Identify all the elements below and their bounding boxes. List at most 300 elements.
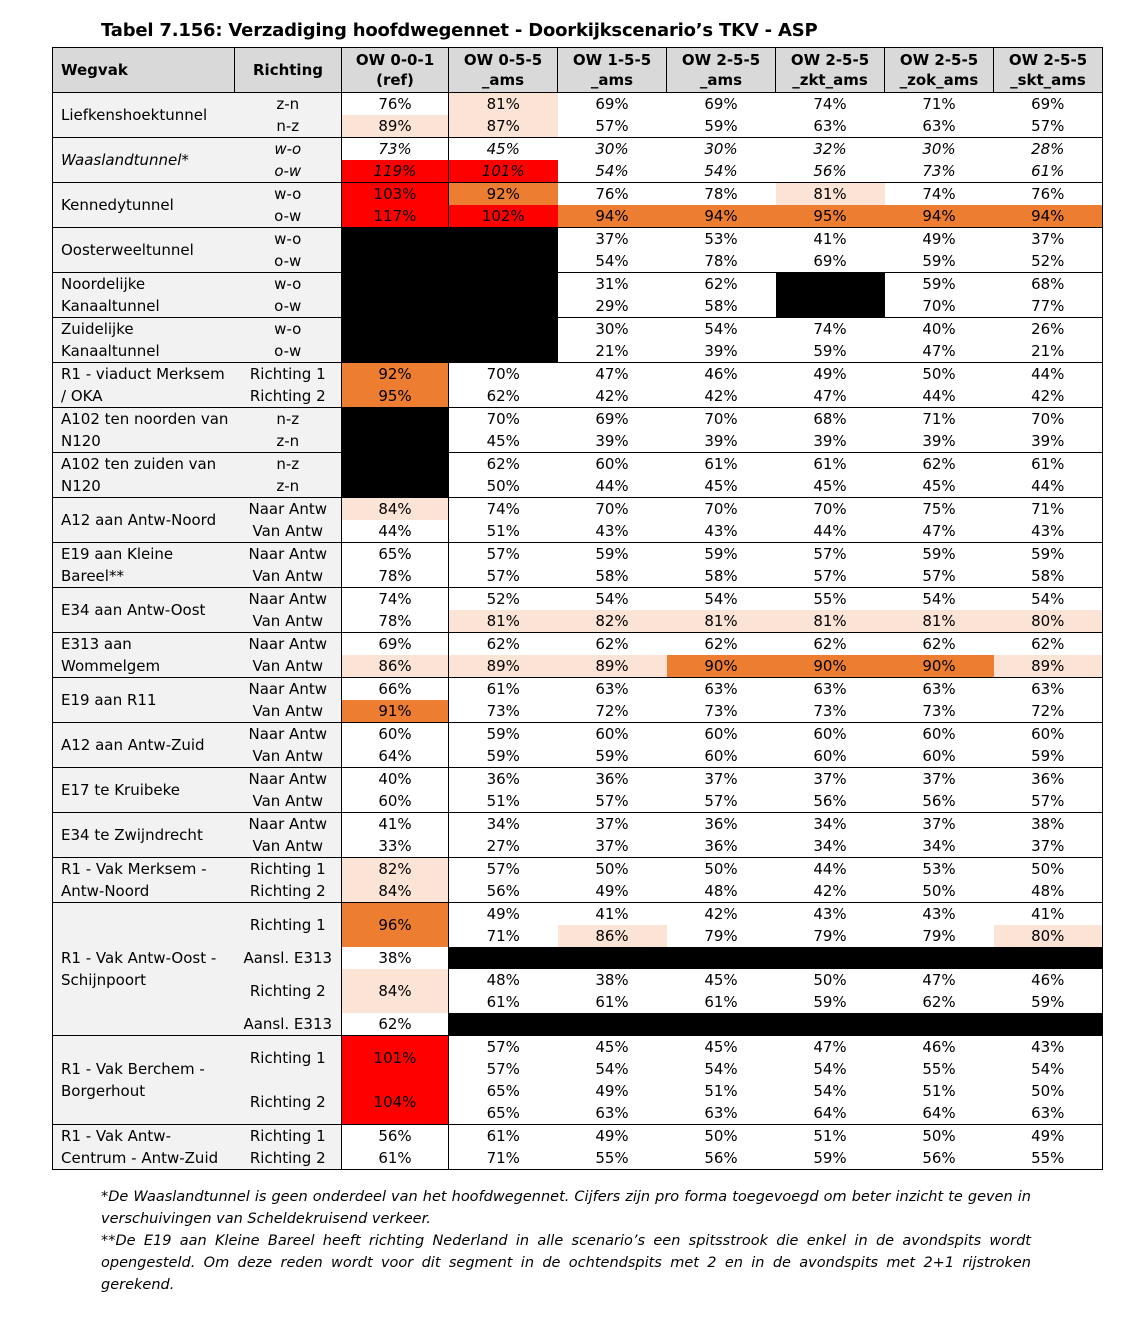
value-cell: 62% [922,993,956,1011]
value-cell: 59% [704,117,738,135]
value-cell: 71% [449,1147,558,1170]
richting-cell: o-w [235,250,342,273]
value-cell: 81% [885,610,994,633]
column-header-line: Richting [253,61,323,79]
value-cell: 103% [342,183,449,206]
value-cell: 38% [342,947,449,969]
value-cell: 47% [813,387,847,405]
value-cell: 64% [342,745,449,768]
value-cell: 37% [558,228,667,251]
value-cell: 94% [558,205,667,228]
richting-cell: Van Antw [235,520,342,543]
value-cell: 39% [595,432,629,450]
value-cell [449,318,558,341]
column-header-line: OW 2-5-5 [681,51,761,69]
value-cell: 73% [342,138,449,161]
value-cell: 54% [667,318,776,341]
value-cell: 69% [558,93,667,116]
value-cell: 29% [595,297,629,315]
richting-cell: o-w [235,205,342,228]
value-cell: 50% [994,858,1103,881]
value-cell: 42% [667,903,776,926]
value-cell: 63% [885,678,994,701]
value-cell: 59% [885,543,994,566]
value-cell: 48% [994,880,1103,903]
value-cell: 70% [994,408,1103,431]
value-cell: 57% [486,567,520,585]
value-cell: 89% [449,655,558,678]
value-cell: 76% [994,183,1103,206]
richting-cell: Van Antw [235,700,342,723]
richting-cell: Richting 1 [235,1125,342,1148]
value-cell [342,430,449,453]
value-cell: 56% [885,1147,994,1170]
table-row [53,1036,1103,1059]
value-cell: 43% [885,903,994,926]
value-cell: 53% [885,858,994,881]
value-cell: 62% [994,633,1103,656]
value-cell [342,318,449,341]
value-cell: 45% [558,1036,667,1059]
value-cell: 84% [342,498,449,521]
richting-cell: n-z [235,115,342,138]
value-cell [342,408,449,431]
value-cell: 78% [704,252,738,270]
table-row [53,588,1103,611]
value-cell: 42% [704,387,738,405]
value-cell: 44% [922,387,956,405]
value-cell: 50% [667,858,776,881]
wegvak-cell: E34 te Zwijndrecht [53,813,235,858]
value-cell: 34% [449,813,558,836]
value-cell: 72% [595,702,629,720]
value-cell: 61% [342,1147,449,1170]
value-cell: 54% [558,588,667,611]
column-header-line: _ams [699,71,743,89]
value-cell: 63% [704,1104,738,1122]
value-cell: 62% [885,453,994,476]
value-cell: 86% [558,925,667,947]
wegvak-cell: Noordelijke Kanaaltunnel [53,273,235,318]
table-row [53,543,1103,566]
value-cell: 41% [776,228,885,251]
value-cell: 70% [449,363,558,386]
value-cell: 45% [922,477,956,495]
richting-cell: Van Antw [235,745,342,768]
value-cell: 63% [922,117,956,135]
value-cell [449,1013,558,1036]
value-cell: 49% [558,1125,667,1148]
value-cell [449,340,558,363]
value-cell: 81% [776,610,885,633]
value-cell: 50% [813,971,847,989]
value-cell: 58% [704,297,738,315]
value-cell: 61% [449,1125,558,1148]
column-header [667,48,776,93]
richting-cell: Aansl. E313 [235,1013,342,1036]
value-cell: 64% [813,1104,847,1122]
table-row [53,768,1103,791]
value-cell: 66% [342,678,449,701]
value-cell: 86% [342,655,449,678]
column-header-line: OW 2-5-5 [899,51,979,69]
wegvak-cell: A102 ten noorden van N120 [53,408,235,453]
value-cell [342,340,449,363]
value-cell: 47% [776,1036,885,1059]
value-cell: 49% [994,1125,1103,1148]
value-cell: 61% [994,453,1103,476]
value-cell: 56% [667,1147,776,1170]
value-cell: 90% [776,655,885,678]
value-cell: 51% [486,522,520,540]
value-cell: 37% [885,768,994,791]
value-cell: 41% [558,903,667,926]
richting-cell: Van Antw [235,610,342,633]
column-header [885,48,994,93]
value-cell: 79% [922,927,956,945]
value-cell: 57% [776,543,885,566]
value-cell: 60% [885,723,994,746]
richting-cell: Naar Antw [235,633,342,656]
value-cell: 92% [342,363,449,386]
column-header-line: OW 0-0-1 [355,51,435,69]
wegvak-cell: A12 aan Antw-Noord [53,498,235,543]
value-cell: 73% [704,702,738,720]
value-cell: 44% [595,477,629,495]
value-cell: 49% [885,228,994,251]
table-row [53,183,1103,206]
value-cell: 46% [994,969,1103,991]
richting-cell: o-w [235,295,342,318]
value-cell: 70% [922,297,956,315]
value-cell: 54% [704,162,738,180]
value-cell: 81% [449,610,558,633]
value-cell: 37% [558,813,667,836]
table-row [53,228,1103,251]
value-cell: 82% [558,610,667,633]
table-row [53,723,1103,746]
value-cell: 64% [922,1104,956,1122]
value-cell: 57% [595,117,629,135]
value-cell [667,1013,776,1036]
value-cell: 65% [486,1082,520,1100]
wegvak-cell: R1 - Vak Antw-Centrum - Antw-Zuid [53,1125,235,1170]
value-cell: 73% [922,162,956,180]
value-cell: 54% [667,588,776,611]
value-cell [449,228,558,251]
value-cell: 44% [776,858,885,881]
value-cell: 40% [885,318,994,341]
richting-cell: Van Antw [235,835,342,858]
value-cell: 37% [994,228,1103,251]
value-cell: 89% [558,655,667,678]
table-row [53,858,1103,881]
value-cell: 45% [667,1036,776,1059]
value-cell: 95% [776,205,885,228]
value-cell: 59% [885,273,994,296]
richting-cell: Naar Antw [235,678,342,701]
richting-cell: w-o [235,138,342,161]
value-cell: 37% [994,835,1103,858]
value-cell: 59% [776,1147,885,1170]
value-cell: 71% [885,93,994,116]
value-cell: 104% [342,1080,449,1125]
value-cell [776,947,885,969]
value-cell: 27% [486,837,520,855]
value-cell: 61% [667,453,776,476]
value-cell: 62% [667,273,776,296]
value-cell: 59% [813,993,847,1011]
value-cell: 47% [922,971,956,989]
value-cell: 84% [342,969,449,1013]
value-cell: 74% [776,318,885,341]
value-cell: 47% [922,342,956,360]
value-cell: 60% [342,790,449,813]
wegvak-cell: Liefkenshoektunnel [53,93,235,138]
value-cell: 50% [885,363,994,386]
richting-cell: w-o [235,318,342,341]
value-cell: 59% [994,543,1103,566]
value-cell [449,295,558,318]
value-cell: 60% [776,723,885,746]
value-cell: 33% [342,835,449,858]
value-cell: 60% [704,747,738,765]
value-cell: 40% [342,768,449,791]
richting-cell: z-n [235,93,342,116]
value-cell: 80% [994,610,1103,633]
value-cell: 101% [342,1036,449,1081]
value-cell: 26% [994,318,1103,341]
value-cell: 71% [885,408,994,431]
wegvak-cell: Zuidelijke Kanaaltunnel [53,318,235,363]
value-cell: 70% [449,408,558,431]
value-cell: 71% [994,498,1103,521]
value-cell: 44% [813,522,847,540]
header-row [53,48,1103,93]
value-cell: 42% [813,882,847,900]
value-cell [449,273,558,296]
column-header-line: _zok_ams [899,71,979,89]
value-cell: 43% [776,903,885,926]
value-cell: 89% [994,655,1103,678]
column-header-line: OW 2-5-5 [1008,51,1088,69]
value-cell [558,947,667,969]
wegvak-cell: E19 aan Kleine Bareel** [53,543,235,588]
value-cell: 75% [885,498,994,521]
value-cell: 59% [813,342,847,360]
value-cell: 28% [994,138,1103,161]
value-cell: 68% [776,408,885,431]
wegvak-cell: E19 aan R11 [53,678,235,723]
value-cell: 73% [922,702,956,720]
value-cell: 80% [994,925,1103,947]
value-cell: 36% [704,837,738,855]
column-header-line: (ref) [376,71,414,89]
table-row [53,363,1103,386]
richting-cell: w-o [235,273,342,296]
value-cell: 60% [342,723,449,746]
footnote-e19: **De E19 aan Kleine Bareel heeft richting Nederland in alle scenario’s een spitsstrook die enkel in de avondspits wordt opengesteld. Om deze reden wordt voor dit segment in de ochtendspits met 2 en in de avondspits met 2+1 rijstroken gerekend. [101,1233,1031,1293]
value-cell: 49% [776,363,885,386]
value-cell: 69% [994,93,1103,116]
value-cell: 45% [704,477,738,495]
value-cell: 48% [704,882,738,900]
footnote-waaslandtunnel: *De Waaslandtunnel is geen onderdeel van het hoofdwegennet. Cijfers zijn pro forma toegevoegd om beter inzicht te geven in verschuivingen van Scheldekruisend verkeer. [101,1189,1031,1227]
value-cell: 102% [449,205,558,228]
value-cell: 30% [667,138,776,161]
table-row [53,273,1103,296]
value-cell: 74% [885,183,994,206]
value-cell: 74% [449,498,558,521]
richting-cell: Van Antw [235,790,342,813]
column-header-line: _zkt_ams [792,71,868,89]
value-cell: 59% [486,747,520,765]
value-cell: 72% [994,700,1103,723]
richting-cell: Naar Antw [235,813,342,836]
table-row [53,318,1103,341]
value-cell: 57% [813,567,847,585]
richting-cell: Richting 2 [235,385,342,408]
column-header-line: Wegvak [61,61,128,79]
value-cell [885,1013,994,1036]
column-header-line: OW 1-5-5 [572,51,652,69]
value-cell [994,1013,1103,1036]
value-cell: 57% [994,115,1103,138]
value-cell: 63% [595,1104,629,1122]
value-cell: 30% [885,138,994,161]
value-cell: 21% [994,340,1103,363]
value-cell: 61% [486,993,520,1011]
value-cell: 58% [994,565,1103,588]
richting-cell: Richting 1 [235,903,342,948]
value-cell: 119% [342,160,449,183]
value-cell: 60% [667,723,776,746]
value-cell: 60% [558,453,667,476]
value-cell: 59% [558,543,667,566]
table-row [53,1125,1103,1148]
value-cell: 94% [667,205,776,228]
value-cell: 68% [994,273,1103,296]
value-cell: 44% [342,520,449,543]
value-cell: 38% [994,813,1103,836]
value-cell: 61% [595,993,629,1011]
value-cell [885,947,994,969]
value-cell: 49% [595,882,629,900]
value-cell: 82% [342,858,449,881]
value-cell: 45% [449,138,558,161]
table-row [53,813,1103,836]
value-cell: 46% [667,363,776,386]
richting-cell: Aansl. E313 [235,947,342,969]
value-cell: 54% [813,1082,847,1100]
value-cell: 62% [667,633,776,656]
value-cell: 57% [449,1036,558,1059]
value-cell: 57% [595,792,629,810]
value-cell: 47% [558,363,667,386]
richting-cell: o-w [235,160,342,183]
value-cell: 117% [342,205,449,228]
value-cell: 56% [342,1125,449,1148]
value-cell [667,947,776,969]
value-cell: 63% [667,678,776,701]
column-header-line: OW 2-5-5 [790,51,870,69]
value-cell: 34% [776,813,885,836]
column-header [776,48,885,93]
value-cell: 48% [486,971,520,989]
value-cell: 90% [667,655,776,678]
value-cell: 51% [486,792,520,810]
richting-cell: Richting 2 [235,1080,342,1125]
value-cell: 34% [922,837,956,855]
richting-cell: w-o [235,183,342,206]
value-cell: 50% [885,1125,994,1148]
value-cell: 61% [994,160,1103,183]
value-cell: 61% [449,678,558,701]
table-row [53,498,1103,521]
value-cell: 87% [449,115,558,138]
value-cell: 57% [449,858,558,881]
table-row [53,93,1103,116]
value-cell: 37% [885,813,994,836]
column-header [449,48,558,93]
value-cell: 92% [449,183,558,206]
value-cell: 76% [342,93,449,116]
value-cell: 90% [885,655,994,678]
wegvak-cell: R1 - Vak Berchem - Borgerhout [53,1036,235,1125]
value-cell: 42% [994,385,1103,408]
table-row [53,633,1103,656]
value-cell: 54% [994,1058,1103,1080]
value-cell: 63% [776,678,885,701]
value-cell: 52% [994,250,1103,273]
value-cell: 94% [885,205,994,228]
value-cell: 36% [994,768,1103,791]
value-cell: 73% [486,702,520,720]
value-cell: 41% [994,903,1103,926]
value-cell [342,295,449,318]
value-cell [994,947,1103,969]
value-cell: 81% [449,93,558,116]
value-cell: 74% [342,588,449,611]
value-cell [558,1013,667,1036]
table-row [53,903,1103,926]
value-cell: 63% [994,678,1103,701]
value-cell: 58% [704,567,738,585]
value-cell: 63% [558,678,667,701]
value-cell: 65% [486,1104,520,1122]
value-cell: 31% [558,273,667,296]
value-cell: 62% [449,453,558,476]
richting-cell: Richting 1 [235,858,342,881]
column-header [235,48,342,93]
richting-cell: Van Antw [235,655,342,678]
value-cell: 59% [667,543,776,566]
richting-cell: Naar Antw [235,768,342,791]
table-row [53,408,1103,431]
value-cell: 91% [342,700,449,723]
table-row [53,138,1103,161]
richting-cell: o-w [235,340,342,363]
value-cell: 49% [595,1082,629,1100]
value-cell: 30% [558,138,667,161]
wegvak-cell: E34 aan Antw-Oost [53,588,235,633]
value-cell: 78% [342,565,449,588]
wegvak-cell: R1 - Vak Antw-Oost - Schijnpoort [53,903,235,1036]
value-cell [776,273,885,296]
value-cell: 45% [813,477,847,495]
value-cell: 51% [922,1082,956,1100]
value-cell: 56% [813,792,847,810]
